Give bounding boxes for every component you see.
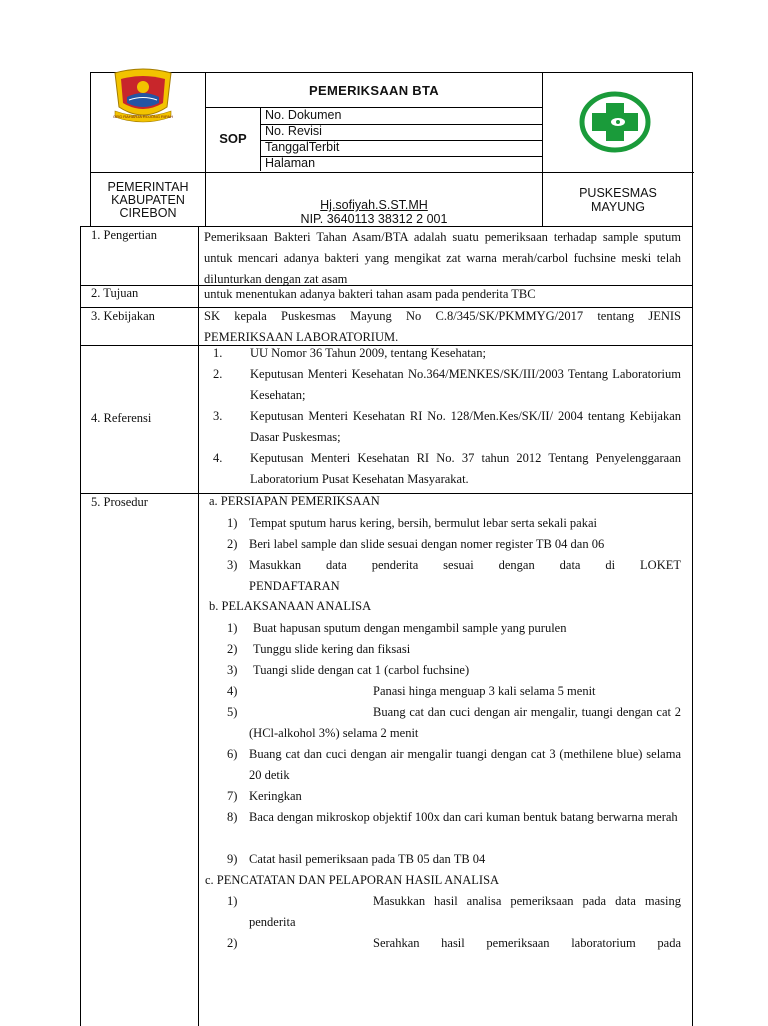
text-tujuan: untuk menentukan adanya bakteri tahan asam pada penderita TBC xyxy=(204,287,536,301)
list-item-number: 1) xyxy=(227,516,238,530)
subsection-b-title: b. PELAKSANAAN ANALISA xyxy=(209,599,372,613)
list-item-number: 8) xyxy=(227,810,238,824)
list-item-number: 5) xyxy=(227,705,238,719)
signer-name: Hj.sofiyah.S.ST.MH xyxy=(320,198,428,212)
list-item-number: 2) xyxy=(227,936,238,950)
list-item-number: 2. xyxy=(213,367,223,381)
list-item-number: 3. xyxy=(213,409,223,423)
puskesmas-logo-icon xyxy=(578,91,652,153)
list-item: Buat hapusan sputum dengan mengambil sample yang purulen xyxy=(253,621,567,635)
list-item-number: 3) xyxy=(227,663,238,677)
list-item-number: 1. xyxy=(213,346,223,360)
meta-no-dokumen: No. Dokumen xyxy=(265,108,342,122)
list-item: Tempat sputum harus kering, bersih, bermulut lebar serta sekali pakai xyxy=(249,516,597,530)
list-item: Tuangi slide dengan cat 1 (carbol fuchsine) xyxy=(253,663,470,677)
text-pengertian: Pemeriksaan Bakteri Tahan Asam/BTA adalah suatu pemeriksaan terhadap sample sputum untuk mencari adanya bakteri yang mengikat zat warna merah/carbol fuchsine meski telah dilunturkan dengan zat asam xyxy=(204,230,681,286)
list-item: Keputusan Menteri Kesehatan RI No. 37 tahun 2012 Tentang Penyelenggaraan Laboratorium Pusat Kesehatan Masyarakat. xyxy=(250,451,681,486)
subsection-c-title: c. PENCATATAN DAN PELAPORAN HASIL ANALISA xyxy=(205,873,500,887)
puskesmas-mayung: PUSKESMAS MAYUNG xyxy=(579,186,657,214)
list-item: Keputusan Menteri Kesehatan No.364/MENKES/SK/III/2003 Tentang Laboratorium Kesehatan; xyxy=(250,367,681,402)
meta-tanggal-terbit: TanggalTerbit xyxy=(265,140,340,154)
list-item: Baca dengan mikroskop objektif 100x dan cari kuman bentuk batang berwarna merah xyxy=(249,810,678,824)
meta-halaman: Halaman xyxy=(265,156,316,170)
label-referensi: 4. Referensi xyxy=(91,411,152,425)
list-item: Buang cat dan cuci dengan air mengalir tuangi dengan cat 3 (methilene blue) selama 20 detik xyxy=(249,747,681,782)
label-tujuan: 2. Tujuan xyxy=(91,286,139,300)
list-item-number: 4. xyxy=(213,451,223,465)
list-item: Masukkan data penderita sesuai dengan data di LOKET PENDAFTARAN xyxy=(249,558,681,593)
list-item: Tunggu slide kering dan fiksasi xyxy=(253,642,411,656)
list-item-number: 1) xyxy=(227,894,238,908)
list-item: UU Nomor 36 Tahun 2009, tentang Kesehatan; xyxy=(250,346,486,360)
signer-nip: NIP. 3640113 38312 2 001 xyxy=(300,212,448,226)
subsection-a-title: a. PERSIAPAN PEMERIKSAAN xyxy=(209,494,380,508)
list-item-number: 3) xyxy=(227,558,238,572)
label-prosedur: 5. Prosedur xyxy=(91,495,148,509)
text-kebijakan: SK kepala Puskesmas Mayung No C.8/345/SK/PKMMYG/2017 tentang JENIS PEMERIKSAAN LABORATORIUM. xyxy=(204,309,681,344)
list-item: Serahkan hasil pemeriksaan laboratorium pada xyxy=(373,936,681,950)
label-pengertian: 1. Pengertian xyxy=(91,228,157,242)
svg-text:ORG RAHARJA ROJONG RIPAH: ORG RAHARJA ROJONG RIPAH xyxy=(113,114,173,119)
list-item: Masukkan hasil analisa pemeriksaan pada data masing penderita xyxy=(249,894,681,929)
pemerintah-kabupaten-cirebon: PEMERINTAH KABUPATEN CIREBON xyxy=(107,180,189,220)
list-item: Catat hasil pemeriksaan pada TB 05 dan TB 04 xyxy=(249,852,486,866)
list-item-number: 7) xyxy=(227,789,238,803)
list-item: Beri label sample dan slide sesuai dengan nomer register TB 04 dan 06 xyxy=(249,537,605,551)
list-item: Buang cat dan cuci dengan air mengalir, tuangi dengan cat 2 (HCl-alkohol 3%) selama 2 menit xyxy=(249,705,681,740)
list-item-number: 2) xyxy=(227,537,238,551)
sop-content-table xyxy=(80,226,693,1026)
list-item: Keringkan xyxy=(249,789,302,803)
list-item: Panasi hinga menguap 3 kali selama 5 menit xyxy=(373,684,596,698)
list-item-number: 2) xyxy=(227,642,238,656)
sop-label: SOP xyxy=(219,131,247,146)
meta-no-revisi: No. Revisi xyxy=(265,124,322,138)
label-kebijakan: 3. Kebijakan xyxy=(91,309,155,323)
kabupaten-cirebon-logo-icon xyxy=(105,67,181,131)
sop-header-table xyxy=(90,72,693,227)
list-item-number: 1) xyxy=(227,621,238,635)
list-item-number: 9) xyxy=(227,852,238,866)
list-item-number: 6) xyxy=(227,747,238,761)
document-title: PEMERIKSAAN BTA xyxy=(309,83,439,98)
list-item-number: 4) xyxy=(227,684,238,698)
list-item: Keputusan Menteri Kesehatan RI No. 128/Men.Kes/SK/II/ 2004 tentang Kebijakan Dasar Puskesmas; xyxy=(250,409,681,444)
signer-block xyxy=(206,198,542,226)
